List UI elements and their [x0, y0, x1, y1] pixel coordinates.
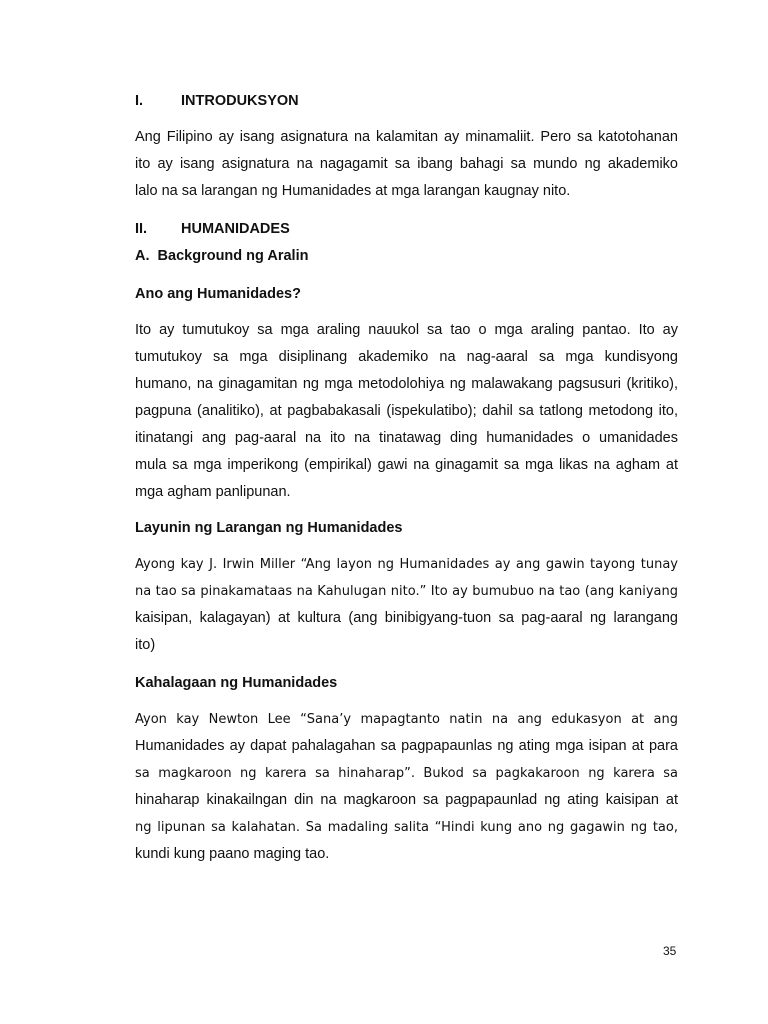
- heading-layunin: Layunin ng Larangan ng Humanidades: [135, 520, 403, 536]
- section-heading-humanidades: [135, 221, 290, 237]
- section-heading-introduksyon: [135, 93, 299, 109]
- paragraph-line: itinatangi ang pag-aaral na ito na tinatawag ding humanidades o umanidades: [135, 430, 678, 446]
- subsection-heading: A. Background ng Aralin: [135, 248, 309, 264]
- paragraph-line: ito ay isang asignatura na nagagamit sa ibang bahagi sa mundo ng akademiko: [135, 156, 678, 172]
- paragraph-line: mga agham panlipunan.: [135, 484, 291, 500]
- paragraph-line: ng lipunan sa kalahatan. Sa madaling salita “Hindi kung ano ng gagawin ng tao,: [135, 820, 678, 835]
- kahalagaan-paragraph: [135, 706, 678, 868]
- paragraph-line: kundi kung paano maging tao.: [135, 846, 330, 862]
- paragraph-line: pagpuna (analitiko), at pagbabakasali (ispekulatibo); dahil sa tatlong metodong ito,: [135, 403, 678, 419]
- heading-ano-ang-humanidades: Ano ang Humanidades?: [135, 286, 301, 302]
- ano-paragraph: [135, 317, 678, 506]
- heading-kahalagaan: Kahalagaan ng Humanidades: [135, 675, 338, 691]
- section-title: INTRODUKSYON: [181, 93, 299, 109]
- intro-paragraph: [135, 124, 678, 205]
- paragraph-line: humano, na ginagamitan ng mga metodolohiya ng malawakang pagsusuri (kritiko),: [135, 376, 678, 392]
- paragraph-line: kaisipan, kalagayan) at kultura (ang binibigyang-tuon sa pag-aaral ng larangang: [135, 610, 678, 626]
- paragraph-line: Ayong kay J. Irwin Miller “Ang layon ng Humanidades ay ang gawin tayong tunay: [135, 557, 678, 572]
- paragraph-line: sa magkaroon ng karera sa hinaharap”. Bukod sa pagkakaroon ng karera sa: [135, 766, 678, 781]
- paragraph-line: ito): [135, 637, 156, 653]
- paragraph-line: Ito ay tumutukoy sa mga araling nauukol sa tao o mga araling pantao. Ito ay: [135, 322, 678, 338]
- paragraph-line: lalo na sa larangan ng Humanidades at mga larangan kaugnay nito.: [135, 183, 571, 199]
- section-number: II.: [135, 221, 148, 237]
- layunin-paragraph: [135, 551, 678, 659]
- section-number: I.: [135, 93, 144, 109]
- paragraph-line: hinaharap kinakailngan din na magkaroon sa pagpapaunlad ng ating kaisipan at: [135, 792, 678, 808]
- section-title: HUMANIDADES: [181, 221, 290, 237]
- paragraph-line: tumutukoy sa mga disiplinang akademiko na nag-aaral sa mga kundisyong: [135, 349, 678, 365]
- paragraph-line: na tao sa pinakamataas na Kahulugan nito.” Ito ay bumubuo na tao (ang kaniyang: [135, 584, 678, 599]
- paragraph-line: mula sa mga imperikong (empirikal) gawi na ginagamit sa mga likas na agham at: [135, 457, 678, 473]
- paragraph-line: Humanidades ay dapat pahalagahan sa pagpapaunlas ng ating mga isipan at para: [135, 738, 678, 754]
- paragraph-line: Ayon kay Newton Lee “Sana’y mapagtanto natin na ang edukasyon at ang: [135, 712, 678, 727]
- page-number: 35: [663, 944, 677, 958]
- paragraph-line: Ang Filipino ay isang asignatura na kalamitan ay minamaliit. Pero sa katotohanan: [135, 129, 678, 145]
